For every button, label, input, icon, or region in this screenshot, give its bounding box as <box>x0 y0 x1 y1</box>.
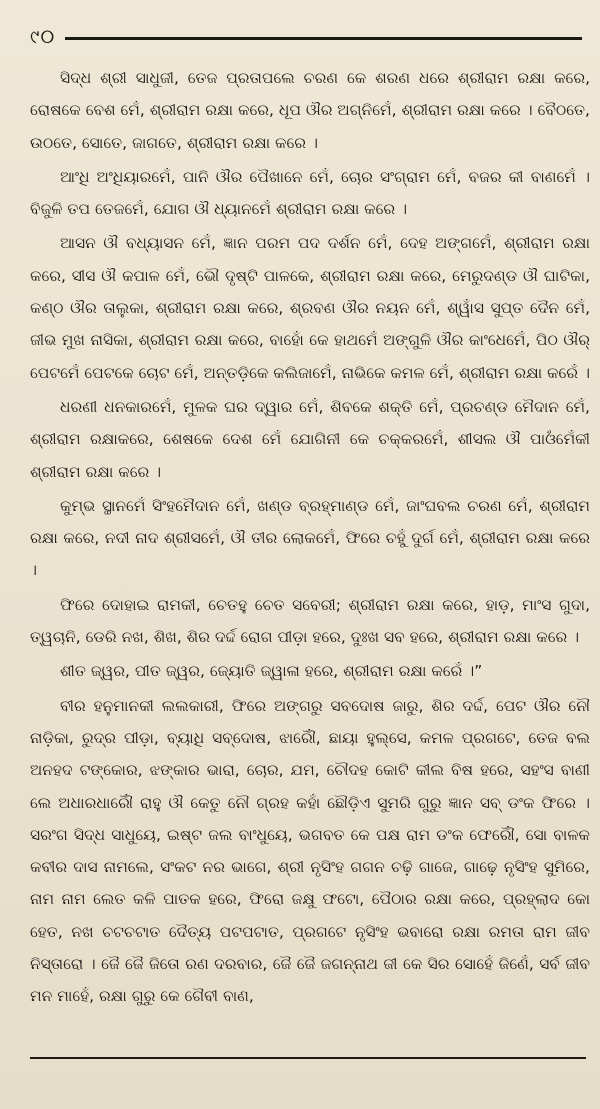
footer-rule <box>30 1057 586 1059</box>
body-text <box>30 62 590 1015</box>
header-rule <box>65 37 582 40</box>
paragraph: କୁମ୍ଭ ସ୍ଥାନମେଁ ସିଂହମୈଦାନ ମେଁ, ଖଣ୍ଡ ବ୍ରହ୍ମାଣ୍ଡ ମେଁ, ଜାଂଘବଲ ଚରଣ ମେଁ, ଶ୍ରୀରାମ ରକ୍ଷା କରେ, ନଦୀ ନାଦ ଶ୍ରୀସମେଁ, ଔ ତୀର ଲୋକମେଁ, ଫିରେ ଚହୁଁ ଦୁର୍ଗ ମେଁ, ଶ୍ରୀରାମ ରକ୍ଷା କରେ । <box>30 496 590 580</box>
page-number: ୯୦ <box>30 26 56 48</box>
paragraph: ଶୀତ ଜ୍ୱର, ପୀତ ଜ୍ୱର, ଜ୍ୟୋତି ଜ୍ୱାଳା ହରେ, ଶ୍ରୀରାମ ରକ୍ଷା କରେଁ ।” <box>60 662 483 681</box>
paragraph: ବୀର ହନୁମାନକୀ ଲଲକାରୀ, ଫିରେ ଅଙ୍ଗରୁ ସବଦୋଷ ଜାରୁ, ଶିର ଦର୍ଦ୍ଦ, ପେଟ ଔର ନୌ ନାଡ଼ିକା, ରୁଦ୍ର ପୀଡ଼ା, ବ୍ୟାଧି ସବ୍‌ଦୋଷ, ଝାରୌଁ, ଛାୟା ହୁଲ୍‌ସେ, କମଳ ପ୍ରଗଟେ, ତେଜ ବଲ ଅନହଦ ଟଙ୍କୋର, ଝଙ୍କାର ଭାରା, ଚୋର, ଯମ, ଚୌଦହ କୋଟି କୀଲ ବିଷ ହରେ, ସହଂସ ବାଣୀ ଲେ ଅଧାରଧାରୌଁ ରାହୁ ଔ କେତୁ ନୌ ଗ୍ରହ କହାଁ ଛୌଡ଼ିଏ ସୁମରି ଗୁରୁ ଜ୍ଞାନ ସବ୍ ଡଂକ ଫିରେ । ସରଂଗ ସିଦ୍ଧ ସାଧୁୟେ, ଇଷ୍ଟ ଜଲ ବାଂଧୁୟେ, ଭଗବତ କେ ପକ୍ଷ ରାମ ଡଂକ ଫେରୌଁ, ସୋ ବାଳକ କବୀର ଦାସ ନାମଲେ, ସଂକଟ ନର ଭାଗେ, ଶ୍ରୀ ନୃସିଂହ ଗଗନ ଚଢ଼ି ଗାଜେ, ଗାଢ଼େ ନୃସିଂହ ସୁମିରେ, ନାମ ନାମ ଲେତ କଳି ପାତକ ହରେ, ଫିରୋ ଜକ୍ଷୁ ଫଟୋ, ପୈଠାର ରକ୍ଷା କରେ, ପ୍ରହ୍ଲାଦ କୋ ହେତ, ନଖ ଚଟଚଟାତ ଦୈତ୍ୟ ପଟପଟାତ, ପ୍ରଗଟେ ନୃସିଂହ ଭବାରୋ ରକ୍ଷା ରମତା ରାମ ଜୀବ ନିସ୍ତାରୋ । ଜୈ ଜୈ ଜିତୋ ରଣ ଦରବାର, ଜୈ ଜୈ ଜଗନ୍ନାଥ ଜୀ କେ ସିର ସୋହେଁ ଜିଣେଁ, ସର୍ବ ଜୀବ ମନ ମାହେଁ, ରକ୍ଷା ଗୁରୁ କେ ଗୈବୀ ବାଣ, <box>30 696 590 1006</box>
page-header <box>30 26 582 48</box>
paragraph: ଫିରେ ଦୋହାଇ ରାମକୀ, ଚେତହୁ ଚେତ ସବେରୀ; ଶ୍ରୀରାମ ରକ୍ଷା କରେ, ହାଡ଼, ମାଂସ ଗୁଦା, ତ୍ୱଚାନି, ଡେରି ନଖ, ଶିଖ, ଶିର ଦର୍ଦ୍ଦ ରୋଗ ପୀଡ଼ା ହରେ, ଦୁଃଖ ସବ ହରେ, ଶ୍ରୀରାମ ରକ୍ଷା କରେ । <box>30 595 590 647</box>
paragraph: ସିଦ୍ଧ ଶ୍ରୀ ସାଧୁଜୀ, ତେଜ ପ୍ରତାପଲେ ଚରଣ କେ ଶରଣ ଧରେ ଶ୍ରୀରାମ ରକ୍ଷା କରେ, ରୋଷକେ ବେଶ ମେଁ, ଶ୍ରୀରାମ ରକ୍ଷା କରେ, ଧୂପ ଔର ଅଗ୍ନିମେଁ, ଶ୍ରୀରାମ ରକ୍ଷା କରେ । ବୈଠତେ, ଉଠତେ, ସୋତେ, ଜାଗତେ, ଶ୍ରୀରାମ ରକ୍ଷା କରେ । <box>30 69 590 152</box>
paragraph: ଧରଣୀ ଧନକାରମେଁ, ମୁଳକ ଘର ଦ୍ୱାର ମେଁ, ଶିବକେ ଶକ୍ତି ମେଁ, ପ୍ରଚଣ୍ଡ ମୈଦାନ ମେଁ, ଶ୍ରୀରାମ ରକ୍ଷାକରେ, ଶେଷକେ ଦେଶ ମେଁ ଯୋଗିନୀ କେ ଚକ୍କରମେଁ, ଶୀସଲ ଔ ପାଓଁମେଁକୀ ଶ୍ରୀରାମ ରକ୍ଷା କରେ । <box>30 397 590 481</box>
paragraph: ଆସନ ଔ ବଧ୍ୟାସନ ମେଁ, ଜ୍ଞାନ ପରମ ପଦ ଦର୍ଶନ ମେଁ, ଦେହ ଅଙ୍ଗମେଁ, ଶ୍ରୀରାମ ରକ୍ଷା କରେ, ସୀସ ଔ କପାଳ ମେଁ, ଭୌ ଦୃଷ୍ଟି ପାଳକେ, ଶ୍ରୀରାମ ରକ୍ଷା କରେ, ମେରୁଦଣ୍ଡ ଔ ଘାଟିକା, କଣ୍ଠ ଔର ତାଲୁକା, ଶ୍ରୀରାମ ରକ୍ଷା କରେ, ଶ୍ରବଣ ଔର ନୟନ ମେଁ, ଶ୍ୱାଁସ ସୁପ୍ତ ଦୈନ ମେଁ, ଜୀଭ ମୁଖ ନାସିକା, ଶ୍ରୀରାମ ରକ୍ଷା କରେ, ବାହୋଁ କେ ହାଥମେଁ ଅଙ୍ଗୁଳି ଔର କାଂଧେମେଁ, ପିଠ ଔର୍ ପେଟମେଁ ପେଟକେ ଚୋଟ ମେଁ, ଅନ୍ତଡ଼ିକେ କଲିଜାମେଁ, ନାଭିକେ କମଳ ମେଁ, ଶ୍ରୀରାମ ରକ୍ଷା କରେଁ । <box>30 234 590 382</box>
paragraph: ଆଂଧି ଅଂଧିୟାରମେଁ, ପାନି ଔର ପୈଖାନେ ମେଁ, ଚୋର ସଂଗ୍ରାମ ମେଁ, ବଜର କୀ ବାଣମେଁ । ବିଜୁଳି ତପ ତେଜମେଁ, ଯୋଗ ଔ ଧ୍ୟାନମେଁ ଶ୍ରୀରାମ ରକ୍ଷା କରେ । <box>30 167 590 219</box>
